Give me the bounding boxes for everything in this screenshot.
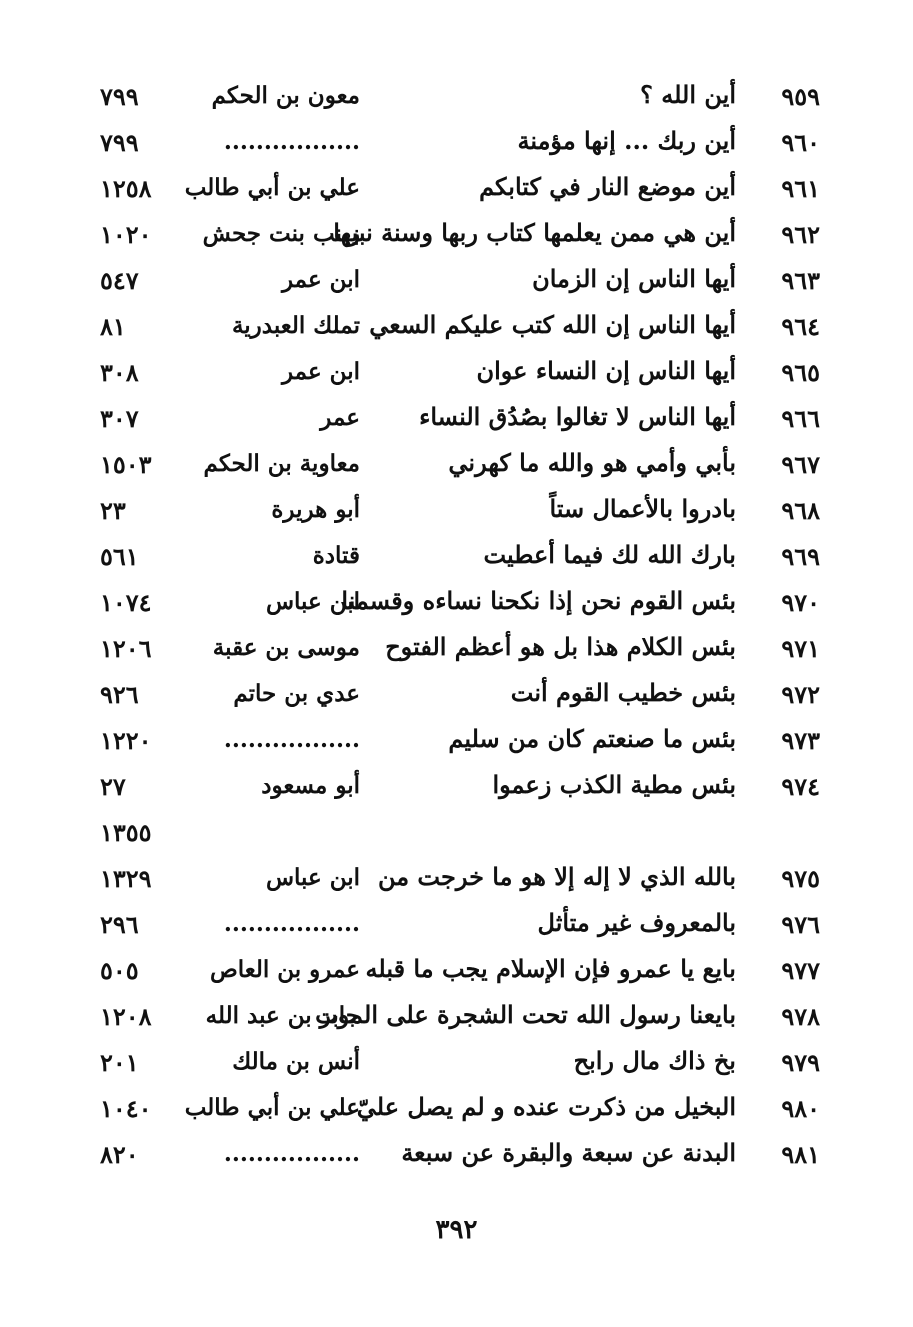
index-row bbox=[100, 1136, 820, 1182]
entry-number: ٩٧١ bbox=[781, 634, 820, 663]
reference-number: ١٠٢٠ bbox=[100, 220, 152, 249]
reference-number: ٢٠١ bbox=[100, 1048, 139, 1077]
reference-number: ٥٠٥ bbox=[100, 956, 139, 985]
narrator-name: زينب بنت جحش bbox=[202, 220, 360, 247]
index-row bbox=[100, 676, 820, 722]
hadith-text: البخيل من ذكرت عنده و لم يصل عليّ bbox=[356, 1092, 736, 1121]
reference-number: ٧٩٩ bbox=[100, 128, 139, 157]
narrator-name: جابر بن عبد الله bbox=[205, 1002, 360, 1029]
narrator-name: ................. bbox=[223, 726, 360, 753]
index-row bbox=[100, 768, 820, 814]
reference-number: ٧٩٩ bbox=[100, 82, 139, 111]
narrator-name: قتادة bbox=[312, 542, 360, 569]
entry-number: ٩٧٠ bbox=[781, 588, 820, 617]
hadith-text: بالله الذي لا إله إلا هو ما خرجت من bbox=[377, 862, 736, 891]
reference-number: ١٣٢٩ bbox=[100, 864, 152, 893]
narrator-name: موسى بن عقبة bbox=[212, 634, 360, 661]
entry-number: ٩٧٨ bbox=[781, 1002, 820, 1031]
narrator-name: عمر bbox=[320, 404, 360, 431]
reference-number: ١٥٠٣ bbox=[100, 450, 152, 479]
reference-number: ٢٧ bbox=[100, 772, 126, 801]
index-row bbox=[100, 400, 820, 446]
narrator-name: ................. bbox=[223, 1140, 360, 1167]
reference-number: ١٠٧٤ bbox=[100, 588, 152, 617]
index-row bbox=[100, 354, 820, 400]
index-row bbox=[100, 170, 820, 216]
narrator-name: ابن عباس bbox=[265, 588, 360, 615]
index-row bbox=[100, 492, 820, 538]
reference-number: ١٢٥٨ bbox=[100, 174, 152, 203]
index-row bbox=[100, 584, 820, 630]
entry-number: ٩٧٦ bbox=[781, 910, 820, 939]
reference-number: ٣٠٧ bbox=[100, 404, 139, 433]
entry-number: ٩٧٧ bbox=[781, 956, 820, 985]
narrator-name: ابن عمر bbox=[281, 358, 360, 385]
hadith-text: بايع يا عمرو فإن الإسلام يجب ما قبله bbox=[365, 954, 736, 983]
entry-number: ٩٦٥ bbox=[781, 358, 820, 387]
index-row bbox=[100, 78, 820, 124]
index-row bbox=[100, 814, 820, 860]
narrator-name: ابن عباس bbox=[265, 864, 360, 891]
hadith-text: أين موضع النار في كتابكم bbox=[479, 172, 736, 201]
narrator-name: ابن عمر bbox=[281, 266, 360, 293]
index-row bbox=[100, 124, 820, 170]
hadith-text: بئس ما صنعتم كان من سليم bbox=[448, 724, 736, 753]
narrator-name: معون بن الحكم bbox=[211, 82, 360, 109]
entry-number: ٩٦٤ bbox=[781, 312, 820, 341]
index-row bbox=[100, 262, 820, 308]
reference-number: ١٣٥٥ bbox=[100, 818, 152, 847]
entry-number: ٩٨٠ bbox=[781, 1094, 820, 1123]
narrator-name: أبو مسعود bbox=[261, 772, 360, 799]
index-row bbox=[100, 216, 820, 262]
entry-number: ٩٦٠ bbox=[781, 128, 820, 157]
index-row bbox=[100, 630, 820, 676]
hadith-text: أيها الناس إن الله كتب عليكم السعي bbox=[369, 310, 736, 339]
narrator-name: أبو هريرة bbox=[271, 496, 360, 523]
reference-number: ٢٩٦ bbox=[100, 910, 139, 939]
narrator-name: علي بن أبي طالب bbox=[184, 1094, 360, 1121]
hadith-text: أيها الناس إن الزمان bbox=[532, 264, 736, 293]
index-row bbox=[100, 308, 820, 354]
narrator-name: أنس بن مالك bbox=[232, 1048, 360, 1075]
entry-number: ٩٨١ bbox=[781, 1140, 820, 1169]
entry-number: ٩٦٦ bbox=[781, 404, 820, 433]
hadith-text: بأبي وأمي هو والله ما كهرني bbox=[448, 448, 736, 477]
entry-number: ٩٦١ bbox=[781, 174, 820, 203]
hadith-text: بئس الكلام هذا بل هو أعظم الفتوح bbox=[385, 632, 736, 661]
index-table bbox=[100, 78, 820, 1182]
reference-number: ٩٢٦ bbox=[100, 680, 139, 709]
index-row bbox=[100, 952, 820, 998]
index-row bbox=[100, 998, 820, 1044]
hadith-text: بئس خطيب القوم أنت bbox=[510, 678, 736, 707]
hadith-text: بالمعروف غير متأثل bbox=[537, 908, 736, 937]
entry-number: ٩٥٩ bbox=[781, 82, 820, 111]
entry-number: ٩٧٤ bbox=[781, 772, 820, 801]
narrator-name: معاوية بن الحكم bbox=[203, 450, 360, 477]
entry-number: ٩٦٨ bbox=[781, 496, 820, 525]
narrator-name: ................. bbox=[223, 128, 360, 155]
entry-number: ٩٦٣ bbox=[781, 266, 820, 295]
reference-number: ٥٦١ bbox=[100, 542, 139, 571]
reference-number: ٨٢٠ bbox=[100, 1140, 139, 1169]
reference-number: ٢٣ bbox=[100, 496, 126, 525]
index-row bbox=[100, 860, 820, 906]
narrator-name: ................. bbox=[223, 910, 360, 937]
narrator-name: عمرو بن العاص bbox=[209, 956, 360, 983]
index-row bbox=[100, 1090, 820, 1136]
entry-number: ٩٧٥ bbox=[781, 864, 820, 893]
index-row bbox=[100, 722, 820, 768]
entry-number: ٩٦٢ bbox=[781, 220, 820, 249]
hadith-text: بايعنا رسول الله تحت الشجرة على الموت bbox=[315, 1000, 736, 1029]
page-number: ٣٩٢ bbox=[435, 1215, 478, 1245]
narrator-name: عدي بن حاتم bbox=[233, 680, 360, 707]
hadith-text: بادروا بالأعمال ستاً bbox=[549, 494, 736, 523]
index-row bbox=[100, 1044, 820, 1090]
hadith-text: بخ ذاك مال رابح bbox=[573, 1046, 736, 1075]
entry-number: ٩٧٩ bbox=[781, 1048, 820, 1077]
reference-number: ١٢٢٠ bbox=[100, 726, 152, 755]
hadith-text: بارك الله لك فيما أعطيت bbox=[483, 540, 736, 569]
hadith-text: أين هي ممن يعلمها كتاب ربها وسنة نبيها bbox=[333, 218, 736, 247]
narrator-name: علي بن أبي طالب bbox=[184, 174, 360, 201]
index-row bbox=[100, 906, 820, 952]
hadith-text: أيها الناس لا تغالوا بصُدُق النساء bbox=[419, 402, 736, 431]
hadith-text: أيها الناس إن النساء عوان bbox=[476, 356, 736, 385]
entry-number: ٩٦٩ bbox=[781, 542, 820, 571]
index-row bbox=[100, 446, 820, 492]
reference-number: ١٠٤٠ bbox=[100, 1094, 152, 1123]
entry-number: ٩٧٣ bbox=[781, 726, 820, 755]
entry-number: ٩٧٢ bbox=[781, 680, 820, 709]
hadith-text: أين ربك ... إنها مؤمنة bbox=[517, 126, 736, 155]
hadith-text: بئس القوم نحن إذا نكحنا نساءه وقسمنا bbox=[341, 586, 736, 615]
reference-number: ٣٠٨ bbox=[100, 358, 139, 387]
narrator-name: تملك العبدرية bbox=[231, 312, 360, 339]
reference-number: ١٢٠٦ bbox=[100, 634, 152, 663]
reference-number: ١٢٠٨ bbox=[100, 1002, 152, 1031]
hadith-text: بئس مطية الكذب زعموا bbox=[492, 770, 736, 799]
hadith-text: أين الله ؟ bbox=[640, 80, 736, 109]
hadith-text: البدنة عن سبعة والبقرة عن سبعة bbox=[401, 1138, 736, 1167]
entry-number: ٩٦٧ bbox=[781, 450, 820, 479]
index-row bbox=[100, 538, 820, 584]
reference-number: ٥٤٧ bbox=[100, 266, 139, 295]
reference-number: ٨١ bbox=[100, 312, 126, 341]
